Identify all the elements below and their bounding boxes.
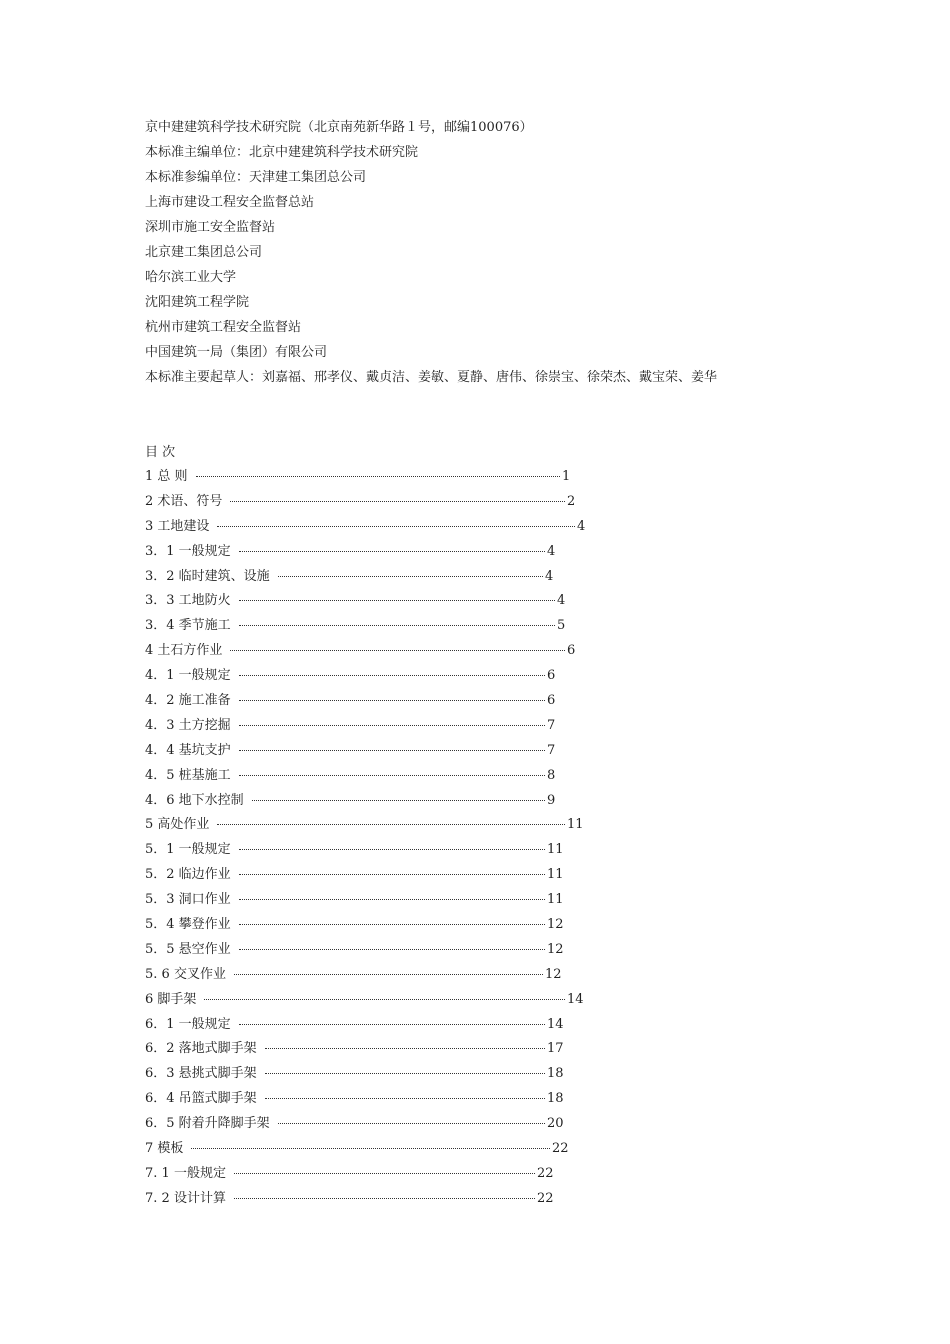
toc-entry-page: 12 [545,913,564,938]
toc-entry-page: 11 [545,888,564,913]
toc-entry-label: 4 土石方作业 [145,639,228,664]
toc-entry-page: 5 [555,614,565,639]
toc-dot-leader [239,849,545,850]
toc-title: 目 次 [145,445,176,460]
toc-entry-page: 12 [543,963,562,988]
toc-dot-leader [239,899,545,900]
toc-entry-label: 6．5 附着升降脚手架 [145,1112,276,1137]
toc-entry-page: 20 [545,1112,564,1137]
toc-entry-label: 3．1 一般规定 [145,540,237,565]
toc-dot-leader [239,1024,545,1025]
toc-entry-label: 6 脚手架 [145,988,202,1013]
toc-entry-page: 11 [545,863,564,888]
toc-entry-page: 18 [545,1087,564,1112]
toc-entry-page: 6 [545,689,555,714]
toc-dot-leader [278,576,543,577]
toc-dot-leader [230,650,565,651]
toc-entry-label: 7 模板 [145,1137,189,1162]
toc-entry-label: 4．1 一般规定 [145,664,237,689]
toc-entry-page: 14 [565,988,584,1013]
toc-entry-page: 22 [550,1137,569,1162]
intro-line: 北京建工集团总公司 [145,245,263,260]
toc-entry-label: 5．1 一般规定 [145,838,237,863]
toc-dot-leader [239,675,545,676]
toc-dot-leader [239,700,545,701]
toc-entry-page: 18 [545,1062,564,1087]
toc-dot-leader [234,974,543,975]
intro-line: 上海市建设工程安全监督总站 [145,195,315,210]
intro-line: 京中建建筑科学技术研究院（北京南苑新华路１号，邮编100076） [145,120,533,135]
toc-entry-label: 7. 2 设计计算 [145,1187,232,1212]
toc-entry-page: 4 [575,515,585,540]
toc-entry-label: 6．4 吊篮式脚手架 [145,1087,263,1112]
toc-dot-leader [234,1173,535,1174]
toc-entry-page: 4 [555,589,565,614]
toc-entry-label: 5．2 临边作业 [145,863,237,888]
toc-dot-leader [239,750,545,751]
toc-entry-label: 6．2 落地式脚手架 [145,1037,263,1062]
toc-entry-page: 9 [545,789,555,814]
toc-entry-page: 7 [545,714,555,739]
toc-entry-label: 7. 1 一般规定 [145,1162,232,1187]
intro-line: 哈尔滨工业大学 [145,270,237,285]
toc-entry-page: 2 [565,490,575,515]
intro-line: 本标准主要起草人：刘嘉福、邢孝仪、戴贞洁、姜敏、夏静、唐伟、徐崇宝、徐荣杰、戴宝荣、姜华 [145,370,718,385]
intro-line: 杭州市建筑工程安全监督站 [145,320,302,335]
toc-entry-label: 3．4 季节施工 [145,614,237,639]
toc-entry-page: 11 [565,813,584,838]
toc-dot-leader [204,999,565,1000]
intro-line: 中国建筑一局（集团）有限公司 [145,345,328,360]
toc-dot-leader [239,775,545,776]
toc-dot-leader [196,476,560,477]
toc-dot-leader [217,824,565,825]
toc-entry-label: 2 术语、符号 [145,490,228,515]
toc-entry-page: 4 [545,540,555,565]
toc-dot-leader [239,874,545,875]
toc-dot-leader [239,725,545,726]
toc-entry-label: 1 总 则 [145,465,194,490]
toc-dot-leader [217,526,575,527]
intro-line: 本标准主编单位：北京中建建筑科学技术研究院 [145,145,419,160]
toc-dot-leader [234,1198,535,1199]
toc-entry-label: 4．4 基坑支护 [145,739,237,764]
toc-dot-leader [265,1048,545,1049]
toc-entry-page: 11 [545,838,564,863]
toc-entry-label: 4．5 桩基施工 [145,764,237,789]
intro-section [145,115,717,390]
toc-entry-label: 3．3 工地防火 [145,589,237,614]
intro-line: 深圳市施工安全监督站 [145,220,276,235]
toc-dot-leader [265,1073,545,1074]
toc-entry-page: 6 [565,639,575,664]
toc-entry-page: 4 [543,565,553,590]
toc-dot-leader [239,625,555,626]
toc-entry-label: 5. 6 交叉作业 [145,963,232,988]
toc-entry-page: 14 [545,1013,564,1038]
toc-entry-page: 7 [545,739,555,764]
toc-dot-leader [252,800,545,801]
toc-dot-leader [191,1148,550,1149]
toc-entry-label: 5．3 洞口作业 [145,888,237,913]
toc-entry-label: 3 工地建设 [145,515,215,540]
toc-entry-label: 4．6 地下水控制 [145,789,250,814]
toc-entry-label: 5．4 攀登作业 [145,913,237,938]
toc-dot-leader [239,949,545,950]
toc-entry-label: 4．3 土方挖掘 [145,714,237,739]
toc-entry-page: 12 [545,938,564,963]
toc-entry-label: 4．2 施工准备 [145,689,237,714]
toc-dot-leader [265,1098,545,1099]
toc-entry-label: 5．5 悬空作业 [145,938,237,963]
toc-entry-label: 6．1 一般规定 [145,1013,237,1038]
toc-entry-label: 5 高处作业 [145,813,215,838]
toc-entry-page: 17 [545,1037,564,1062]
toc-dot-leader [278,1123,545,1124]
toc-entry-page: 22 [535,1187,554,1212]
intro-line: 本标准参编单位：天津建工集团总公司 [145,170,367,185]
toc-dot-leader [239,600,555,601]
toc-entry-label: 6．3 悬挑式脚手架 [145,1062,263,1087]
toc-entry-page: 8 [545,764,555,789]
toc-entry-page: 6 [545,664,555,689]
toc-dot-leader [230,501,565,502]
toc-dot-leader [239,551,545,552]
intro-line: 沈阳建筑工程学院 [145,295,250,310]
toc-entry-page: 1 [560,465,570,490]
toc-dot-leader [239,924,545,925]
toc-entry-label: 3．2 临时建筑、设施 [145,565,276,590]
toc-entry-page: 22 [535,1162,554,1187]
